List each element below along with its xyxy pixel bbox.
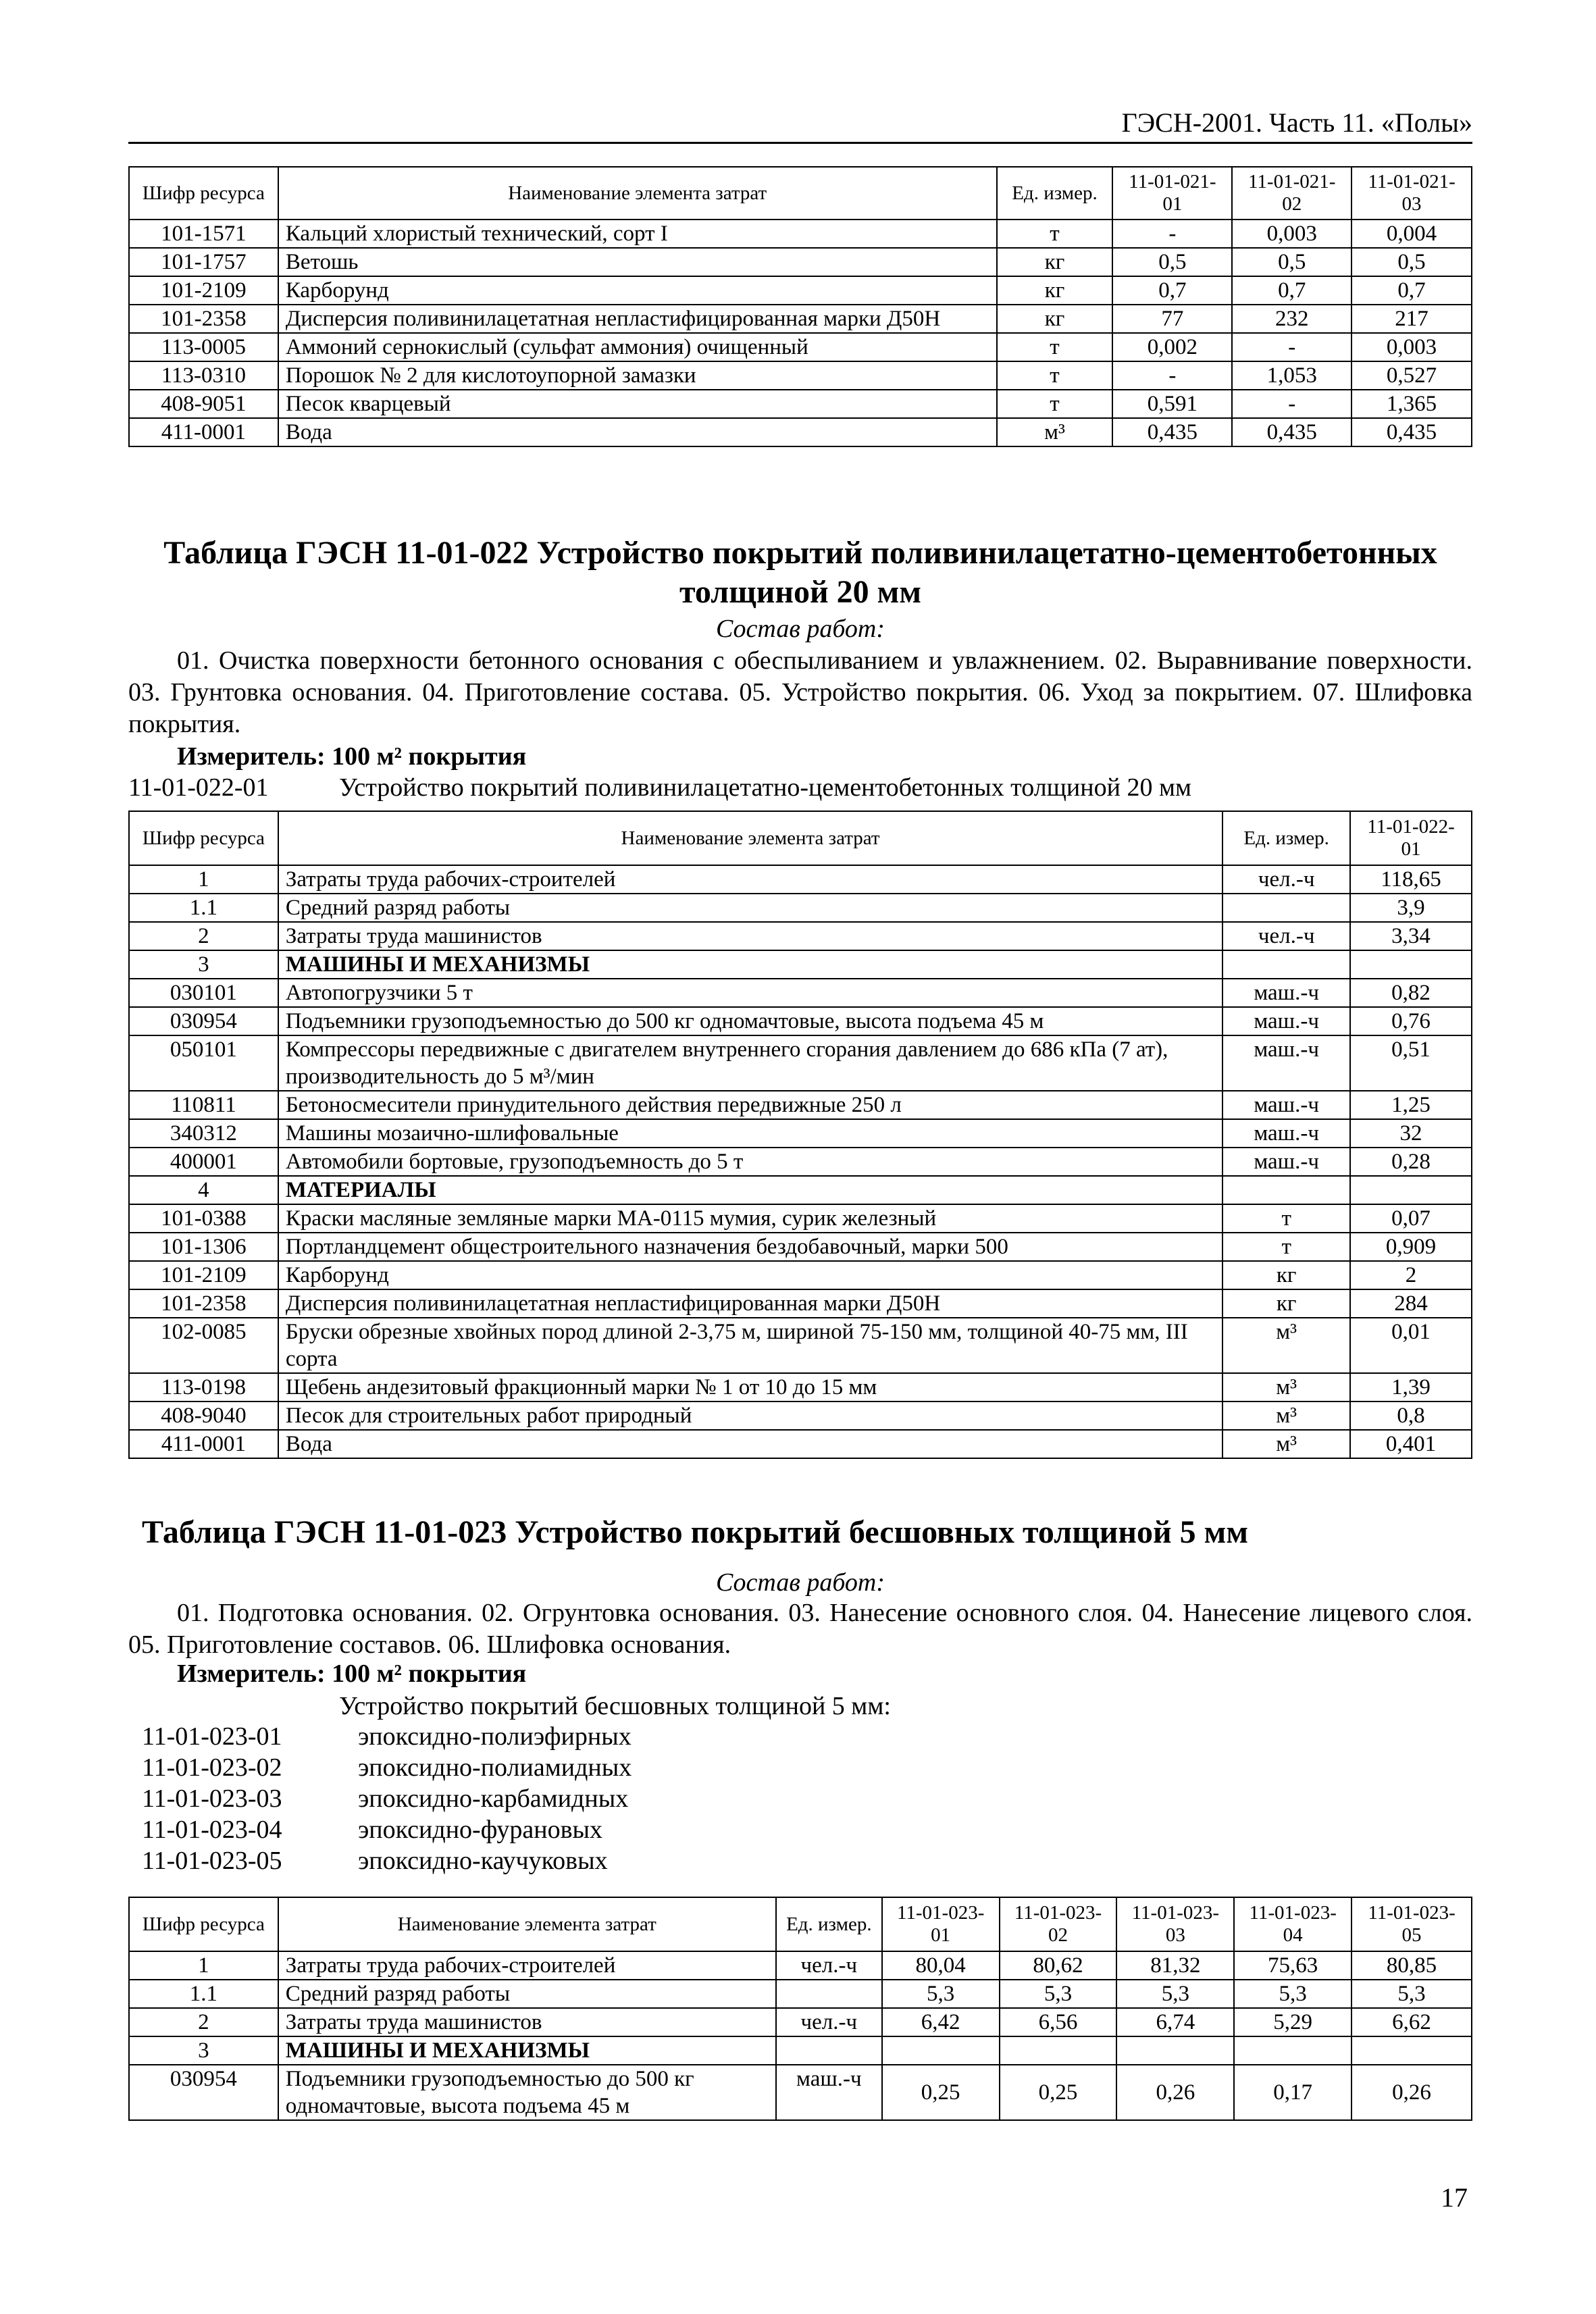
- table-row: [129, 1204, 1472, 1233]
- resource-code: 113-0310: [129, 361, 278, 390]
- value-cell: 5,3: [1000, 1980, 1117, 2008]
- value-cell: 1,365: [1352, 390, 1472, 418]
- works-label: Состав работ:: [715, 1568, 885, 1597]
- value-cell: 217: [1352, 305, 1472, 333]
- value-cell: 6,74: [1116, 2008, 1234, 2036]
- resource-code: 411-0001: [129, 418, 278, 446]
- value-cell: 0,01: [1350, 1318, 1472, 1373]
- resource-name: Кальций хлористый технический, сорт I: [278, 220, 997, 248]
- resource-name: Щебень андезитовый фракционный марки № 1 от 10 до 15 мм: [278, 1373, 1222, 1402]
- table-row: [129, 1951, 1472, 1980]
- value-cell: 0,26: [1352, 2065, 1472, 2120]
- value-cell: [1350, 950, 1472, 979]
- table-header-row: [129, 167, 1472, 220]
- items-intro: Устройство покрытий бесшовных толщиной 5 мм:: [339, 1692, 891, 1720]
- unit: [1222, 1176, 1350, 1204]
- value-cell: 0,527: [1352, 361, 1472, 390]
- table-row: [129, 1430, 1472, 1458]
- table-row: [129, 418, 1472, 446]
- unit: маш.-ч: [1222, 1035, 1350, 1091]
- resource-code: 1.1: [129, 894, 278, 922]
- resource-name: Затраты труда рабочих-строителей: [278, 1951, 776, 1980]
- value-cell: 81,32: [1116, 1951, 1234, 1980]
- value-cell: 0,82: [1350, 979, 1472, 1007]
- value-cell: 0,004: [1352, 220, 1472, 248]
- resource-name: Бетоносмесители принудительного действия передвижные 250 л: [278, 1091, 1222, 1119]
- table-row: [129, 1233, 1472, 1261]
- value-cell: 1,39: [1350, 1373, 1472, 1402]
- value-cell: 0,7: [1112, 276, 1232, 305]
- value-cell: 32: [1350, 1119, 1472, 1148]
- resource-code: 101-2109: [129, 276, 278, 305]
- value-cell: 0,7: [1352, 276, 1472, 305]
- table-row: [129, 922, 1472, 950]
- value-cell: [1000, 2036, 1117, 2065]
- value-cell: [1116, 2036, 1234, 2065]
- unit: м³: [997, 418, 1113, 446]
- table-row: [129, 1119, 1472, 1148]
- resource-name: Дисперсия поливинилацетатная непластифицированная марки Д50Н: [278, 1289, 1222, 1318]
- unit: м³: [1222, 1318, 1350, 1373]
- value-cell: 6,62: [1352, 2008, 1472, 2036]
- resource-code: 101-1757: [129, 248, 278, 276]
- value-cell: 0,17: [1234, 2065, 1352, 2120]
- value-cell: 0,401: [1350, 1430, 1472, 1458]
- resource-name: Вода: [278, 418, 997, 446]
- resource-code: 113-0198: [129, 1373, 278, 1402]
- resource-code: 1: [129, 865, 278, 894]
- resource-name: Песок кварцевый: [278, 390, 997, 418]
- value-cell: 1,25: [1350, 1091, 1472, 1119]
- resource-name: Средний разряд работы: [278, 894, 1222, 922]
- value-cell: [1350, 1176, 1472, 1204]
- table-row: [129, 390, 1472, 418]
- unit: [776, 1980, 882, 2008]
- works-label: Состав работ:: [715, 615, 885, 643]
- value-cell: 3,9: [1350, 894, 1472, 922]
- value-cell: 80,85: [1352, 1951, 1472, 1980]
- column-header: 11-01-021-03: [1352, 167, 1472, 220]
- column-header: Шифр ресурса: [129, 1897, 278, 1951]
- value-cell: 5,3: [1234, 1980, 1352, 2008]
- value-cell: [1352, 2036, 1472, 2065]
- resource-code: 050101: [129, 1035, 278, 1091]
- value-cell: 0,5: [1352, 248, 1472, 276]
- value-cell: 0,003: [1232, 220, 1352, 248]
- unit: [776, 2036, 882, 2065]
- resource-name: Машины мозаично-шлифовальные: [278, 1119, 1222, 1148]
- column-header: Наименование элемента затрат: [278, 167, 997, 220]
- value-cell: 5,3: [1352, 1980, 1472, 2008]
- unit: м³: [1222, 1373, 1350, 1402]
- item-name: Устройство покрытий поливинилацетатно-цементобетонных толщиной 20 мм: [339, 773, 1192, 802]
- value-cell: 77: [1112, 305, 1232, 333]
- column-header: Наименование элемента затрат: [278, 1897, 776, 1951]
- unit: кг: [1222, 1289, 1350, 1318]
- resource-name: Подъемники грузоподъемностью до 500 кг одномачтовые, высота подъема 45 м: [278, 2065, 776, 2120]
- unit: [1222, 894, 1350, 922]
- column-header: 11-01-023-03: [1116, 1897, 1234, 1951]
- resource-code: 101-2358: [129, 305, 278, 333]
- resource-name: Краски масляные земляные марки МА-0115 мумия, сурик железный: [278, 1204, 1222, 1233]
- table-header-row: [129, 811, 1472, 865]
- column-header: 11-01-021-01: [1112, 167, 1232, 220]
- resource-code: 408-9040: [129, 1402, 278, 1430]
- resource-name: Карборунд: [278, 1261, 1222, 1289]
- table-row: [129, 1148, 1472, 1176]
- running-header: ГЭСН-2001. Часть 11. «Полы»: [128, 107, 1472, 144]
- resource-code: 030954: [129, 2065, 278, 2120]
- item-name: эпоксидно-полиэфирных: [358, 1722, 632, 1751]
- value-cell: -: [1232, 390, 1352, 418]
- table-row: [129, 305, 1472, 333]
- section-title-11-01-023: Таблица ГЭСН 11-01-023 Устройство покрытий бесшовных толщиной 5 мм: [142, 1514, 1249, 1550]
- resource-name: Портландцемент общестроительного назначения бездобавочный, марки 500: [278, 1233, 1222, 1261]
- item-code: 11-01-023-02: [142, 1753, 282, 1782]
- resource-code: 411-0001: [129, 1430, 278, 1458]
- value-cell: 284: [1350, 1289, 1472, 1318]
- value-cell: 80,04: [882, 1951, 1000, 1980]
- resource-code: 3: [129, 2036, 278, 2065]
- resource-code: 101-2358: [129, 1289, 278, 1318]
- value-cell: [1234, 2036, 1352, 2065]
- value-cell: 0,002: [1112, 333, 1232, 361]
- table-row: [129, 220, 1472, 248]
- section-heading: МАШИНЫ И МЕХАНИЗМЫ: [278, 950, 1222, 979]
- item-code: 11-01-023-03: [142, 1784, 282, 1813]
- unit: чел.-ч: [1222, 865, 1350, 894]
- table-row: [129, 2065, 1472, 2120]
- resource-name: Дисперсия поливинилацетатная непластифицированная марки Д50Н: [278, 305, 997, 333]
- section-row-machines: [129, 2036, 1472, 2065]
- value-cell: 1,053: [1232, 361, 1352, 390]
- item-code: 11-01-023-05: [142, 1847, 282, 1875]
- unit: т: [1222, 1204, 1350, 1233]
- resource-code: 2: [129, 2008, 278, 2036]
- value-cell: 3,34: [1350, 922, 1472, 950]
- table-row: [129, 865, 1472, 894]
- table-row: [129, 979, 1472, 1007]
- table-row: [129, 1318, 1472, 1373]
- section-row-machines: [129, 950, 1472, 979]
- value-cell: 5,3: [1116, 1980, 1234, 2008]
- column-header: Ед. измер.: [997, 167, 1113, 220]
- table-row: [129, 248, 1472, 276]
- resource-code: 408-9051: [129, 390, 278, 418]
- value-cell: 0,435: [1232, 418, 1352, 446]
- value-cell: 5,3: [882, 1980, 1000, 2008]
- resource-name: Автомобили бортовые, грузоподъемность до 5 т: [278, 1148, 1222, 1176]
- value-cell: 80,62: [1000, 1951, 1117, 1980]
- resource-name: Песок для строительных работ природный: [278, 1402, 1222, 1430]
- resource-code: 101-2109: [129, 1261, 278, 1289]
- value-cell: 5,29: [1234, 2008, 1352, 2036]
- resource-code: 340312: [129, 1119, 278, 1148]
- resource-code: 1: [129, 1951, 278, 1980]
- value-cell: 6,42: [882, 2008, 1000, 2036]
- unit: маш.-ч: [1222, 1007, 1350, 1035]
- unit: [1222, 950, 1350, 979]
- item-code: 11-01-023-01: [142, 1722, 282, 1751]
- column-header: Шифр ресурса: [129, 811, 278, 865]
- resource-name: Автопогрузчики 5 т: [278, 979, 1222, 1007]
- table-row: [129, 361, 1472, 390]
- table-row: [129, 1402, 1472, 1430]
- unit: т: [997, 220, 1113, 248]
- column-header: 11-01-023-02: [1000, 1897, 1117, 1951]
- works-description: 01. Очистка поверхности бетонного основания с обеспыливанием и увлажнением. 02. Выравнивание поверхности. 03. Грунтовка основания. 04. Приготовление состава. 05. Устройство покрытия. 06. Уход за покрытием. 07. Шлифовка покрытия.: [128, 646, 1472, 738]
- resource-name: Карборунд: [278, 276, 997, 305]
- item-name: эпоксидно-карбамидных: [358, 1784, 629, 1813]
- item-code: 11-01-023-04: [142, 1816, 282, 1844]
- value-cell: 0,7: [1232, 276, 1352, 305]
- resource-name: Затраты труда рабочих-строителей: [278, 865, 1222, 894]
- resource-name: Средний разряд работы: [278, 1980, 776, 2008]
- table-row: [129, 276, 1472, 305]
- resource-table-11-01-021: [128, 166, 1472, 447]
- column-header: Ед. измер.: [776, 1897, 882, 1951]
- value-cell: -: [1112, 220, 1232, 248]
- value-cell: [882, 2036, 1000, 2065]
- section-title-11-01-022: Таблица ГЭСН 11-01-022 Устройство покрытий поливинилацетатно-цементобетонных толщиной 20 мм: [163, 535, 1437, 610]
- resource-code: 102-0085: [129, 1318, 278, 1373]
- unit: кг: [1222, 1261, 1350, 1289]
- section-heading: МАШИНЫ И МЕХАНИЗМЫ: [278, 2036, 776, 2065]
- unit: маш.-ч: [1222, 1148, 1350, 1176]
- value-cell: 0,435: [1352, 418, 1472, 446]
- column-header: Ед. измер.: [1222, 811, 1350, 865]
- table-header-row: [129, 1897, 1472, 1951]
- measure-unit: Измеритель: 100 м² покрытия: [177, 1660, 527, 1688]
- column-header: Наименование элемента затрат: [278, 811, 1222, 865]
- resource-name: Компрессоры передвижные с двигателем внутреннего сгорания давлением до 686 кПа (7 ат), производительность до 5 м³/мин: [278, 1035, 1222, 1091]
- value-cell: 6,56: [1000, 2008, 1117, 2036]
- unit: чел.-ч: [776, 1951, 882, 1980]
- unit: т: [1222, 1233, 1350, 1261]
- column-header: 11-01-021-02: [1232, 167, 1352, 220]
- value-cell: 0,28: [1350, 1148, 1472, 1176]
- resource-code: 030101: [129, 979, 278, 1007]
- resource-name: Ветошь: [278, 248, 997, 276]
- unit: кг: [997, 248, 1113, 276]
- value-cell: 0,435: [1112, 418, 1232, 446]
- resource-code: 110811: [129, 1091, 278, 1119]
- value-cell: 0,26: [1116, 2065, 1234, 2120]
- resource-name: Подъемники грузоподъемностью до 500 кг одномачтовые, высота подъема 45 м: [278, 1007, 1222, 1035]
- column-header: 11-01-023-01: [882, 1897, 1000, 1951]
- resource-code: 1.1: [129, 1980, 278, 2008]
- resource-code: 4: [129, 1176, 278, 1204]
- table-row: [129, 894, 1472, 922]
- value-cell: 232: [1232, 305, 1352, 333]
- resource-code: 101-0388: [129, 1204, 278, 1233]
- unit: кг: [997, 276, 1113, 305]
- unit: м³: [1222, 1402, 1350, 1430]
- table-row: [129, 1980, 1472, 2008]
- value-cell: 0,8: [1350, 1402, 1472, 1430]
- page-number: 17: [1441, 2182, 1468, 2213]
- item-name: эпоксидно-полиамидных: [358, 1753, 632, 1782]
- table-row: [129, 1289, 1472, 1318]
- item-name: эпоксидно-каучуковых: [358, 1847, 608, 1875]
- unit: маш.-ч: [1222, 1119, 1350, 1148]
- resource-code: 101-1571: [129, 220, 278, 248]
- section-row-materials: [129, 1176, 1472, 1204]
- value-cell: -: [1232, 333, 1352, 361]
- resource-code: 3: [129, 950, 278, 979]
- section-heading: МАТЕРИАЛЫ: [278, 1176, 1222, 1204]
- resource-code: 2: [129, 922, 278, 950]
- resource-code: 030954: [129, 1007, 278, 1035]
- unit: кг: [997, 305, 1113, 333]
- value-cell: -: [1112, 361, 1232, 390]
- unit: чел.-ч: [776, 2008, 882, 2036]
- unit: т: [997, 361, 1113, 390]
- resource-name: Бруски обрезные хвойных пород длиной 2-3,75 м, шириной 75-150 мм, толщиной 40-75 мм, III сорта: [278, 1318, 1222, 1373]
- resource-table-11-01-022: [128, 811, 1472, 1459]
- unit: м³: [1222, 1430, 1350, 1458]
- column-header: 11-01-022-01: [1350, 811, 1472, 865]
- column-header: 11-01-023-05: [1352, 1897, 1472, 1951]
- column-header: Шифр ресурса: [129, 167, 278, 220]
- table-row: [129, 1091, 1472, 1119]
- column-header: 11-01-023-04: [1234, 1897, 1352, 1951]
- table-row: [129, 1007, 1472, 1035]
- unit: маш.-ч: [1222, 979, 1350, 1007]
- table-row: [129, 1261, 1472, 1289]
- table-row: [129, 1373, 1472, 1402]
- value-cell: 2: [1350, 1261, 1472, 1289]
- unit: маш.-ч: [1222, 1091, 1350, 1119]
- value-cell: 75,63: [1234, 1951, 1352, 1980]
- value-cell: 0,07: [1350, 1204, 1472, 1233]
- value-cell: 0,909: [1350, 1233, 1472, 1261]
- resource-name: Аммоний сернокислый (сульфат аммония) очищенный: [278, 333, 997, 361]
- table-row: [129, 333, 1472, 361]
- value-cell: 118,65: [1350, 865, 1472, 894]
- table-row: [129, 2008, 1472, 2036]
- resource-name: Вода: [278, 1430, 1222, 1458]
- value-cell: 0,25: [882, 2065, 1000, 2120]
- unit: маш.-ч: [776, 2065, 882, 2120]
- item-name: эпоксидно-фурановых: [358, 1816, 603, 1844]
- resource-name: Затраты труда машинистов: [278, 922, 1222, 950]
- value-cell: 0,003: [1352, 333, 1472, 361]
- resource-code: 101-1306: [129, 1233, 278, 1261]
- resource-code: 113-0005: [129, 333, 278, 361]
- table-row: [129, 1035, 1472, 1091]
- resource-name: Порошок № 2 для кислотоупорной замазки: [278, 361, 997, 390]
- resource-code: 400001: [129, 1148, 278, 1176]
- resource-table-11-01-023: [128, 1897, 1472, 2121]
- measure-unit: Измеритель: 100 м² покрытия: [177, 742, 527, 771]
- value-cell: 0,25: [1000, 2065, 1117, 2120]
- unit: т: [997, 390, 1113, 418]
- resource-name: Затраты труда машинистов: [278, 2008, 776, 2036]
- value-cell: 0,5: [1112, 248, 1232, 276]
- item-code: 11-01-022-01: [128, 773, 269, 802]
- works-description: 01. Подготовка основания. 02. Огрунтовка основания. 03. Нанесение основного слоя. 04. Нанесение лицевого слоя. 05. Приготовление составов. 06. Шлифовка основания.: [128, 1599, 1472, 1659]
- unit: т: [997, 333, 1113, 361]
- value-cell: 0,51: [1350, 1035, 1472, 1091]
- value-cell: 0,76: [1350, 1007, 1472, 1035]
- unit: чел.-ч: [1222, 922, 1350, 950]
- value-cell: 0,5: [1232, 248, 1352, 276]
- value-cell: 0,591: [1112, 390, 1232, 418]
